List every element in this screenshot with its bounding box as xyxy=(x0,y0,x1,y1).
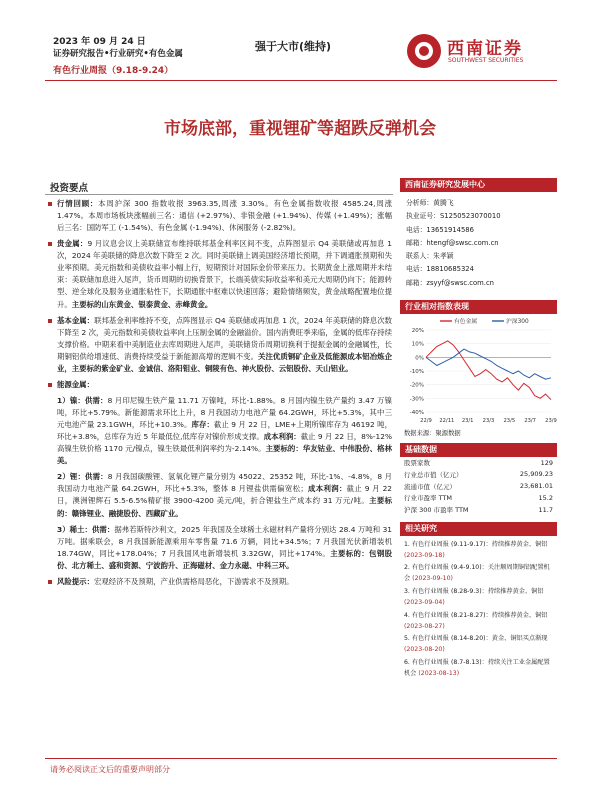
chart-svg xyxy=(400,314,557,426)
related-item[interactable] xyxy=(404,587,553,609)
footer-divider xyxy=(45,758,557,759)
market-value: 129 xyxy=(540,458,553,467)
related-title[interactable]: 3. 有色行业周报 (8.28-9.3)：持续推荐黄金、铜铝 xyxy=(404,588,544,596)
page-title: 市场底部，重视锂矿等超跌反弹机会 xyxy=(164,119,436,139)
related-date: (2023-08-27) xyxy=(404,622,445,630)
y-tick-label: -40% xyxy=(409,409,424,416)
legend-label: 有色金属 xyxy=(454,318,478,325)
paragraph-rare-earth: 3）稀土：供需：据弗若斯特沙利文，2025 年我国及全球稀土永磁材料产量将分别达 28.4 万吨和 31 万吨。据乘联会，8 月我国新能源乘用车零售量 71.6 万辆，同比+34.5%；7 月我国光伏新增装机 18.74GW，同比+178.04%；7 月我国风电新增装机 3.32GW，同比+174%。主要标的：包钢股份、北方稀土、盛和资源、宁波韵升、正海磁材、金力永磁、中科三环。 xyxy=(57,524,392,570)
series-line xyxy=(426,341,551,400)
market-value: 23,681.01 xyxy=(519,482,553,491)
related-title[interactable]: 5. 有色行业周报 (8.14-8.20)：黄金、铜铝买点渐现 xyxy=(404,635,548,643)
company-logo xyxy=(407,32,547,72)
related-date: (2023-09-10) xyxy=(412,575,453,583)
weekly-label: 有色行业周报（9.18-9.24） xyxy=(53,66,174,76)
related-section-header: 相关研究 xyxy=(400,522,557,536)
market-row xyxy=(400,469,557,481)
paragraph-precious-metals: 贵金属：9 月议息会议上美联储宣布维持联邦基金利率区间不变，点阵图显示 Q4 美联储或再加息 1 次，2024 年美联储的降息次数下降至 2 次。同时美联储上调美国经济增长预期，并下调通胀预期和失业率预期。美元指数和美债收益率小幅上行，短期预计对国际金价带来压力。长期黄金上涨周期并未结束：美联储加息进入尾声，货币周期的切换背景下，长端美债实际收益率和美元大周期仍向下；能源转型、逆全球化及服务业通胀粘性下，长期通胀中枢难以快速回落；避险情绪频发，黄金战略配置地位提升。主要标的山东黄金、银泰黄金、赤峰黄金。 xyxy=(48,238,392,310)
related-title[interactable]: 6. 有色行业周报 (8.7-8.13)：持续关注工业金属配置机会 xyxy=(404,659,550,677)
analyst-cert: 执业证号：S1250523070010 xyxy=(406,212,501,221)
series-line xyxy=(426,349,551,379)
paragraph-risk: 风险提示：宏观经济不及预期，产业供需格局恶化，下游需求不及预期。 xyxy=(48,576,392,588)
header-divider xyxy=(45,80,557,81)
market-label: 行业总市值（亿元） xyxy=(404,470,463,479)
related-date: (2023-09-04) xyxy=(404,598,445,606)
market-row xyxy=(400,457,557,469)
analyst-tel: 电话：13651914586 xyxy=(406,225,474,234)
related-title[interactable]: 4. 有色行业周报 (8.21-8.27)：持续推荐黄金、铜铝 xyxy=(404,611,548,619)
related-item[interactable] xyxy=(404,563,553,585)
related-item[interactable] xyxy=(404,611,553,633)
x-tick-label: 23/5 xyxy=(503,417,516,424)
analyst-name: 分析师：黄腾飞 xyxy=(406,199,454,207)
y-tick-label: -20% xyxy=(409,382,424,389)
related-title[interactable]: 2. 有色行业周报 (9.4-9.10)：关注顺周期铜铝配置机会 xyxy=(404,564,550,583)
research-center-header: 西南证券研究发展中心 xyxy=(400,178,557,192)
market-row xyxy=(400,504,557,516)
analyst-info xyxy=(400,192,557,294)
contact-tel: 电话：18810685324 xyxy=(406,265,474,274)
legend-label: 沪深300 xyxy=(506,318,529,325)
market-label: 股票家数 xyxy=(404,459,430,468)
analyst-email[interactable]: 邮箱：htengf@swsc.com.cn xyxy=(406,238,499,247)
y-tick-label: -30% xyxy=(409,396,424,403)
market-value: 25,909.23 xyxy=(519,470,553,479)
market-label: 沪深 300 市盈率 TTM xyxy=(404,506,469,515)
section-divider xyxy=(45,194,393,195)
x-tick-label: 23/3 xyxy=(482,417,495,424)
market-label: 行业市盈率 TTM xyxy=(404,494,453,503)
contact-email[interactable]: 邮箱：zsyyf@swsc.com.cn xyxy=(406,278,494,287)
y-tick-label: 10% xyxy=(411,341,424,348)
market-label: 流通市值（亿元） xyxy=(404,482,456,491)
related-date: (2023-08-20) xyxy=(404,646,445,654)
x-tick-label: 22/9 xyxy=(420,417,432,424)
logo-icon xyxy=(407,34,441,68)
x-tick-label: 22/11 xyxy=(439,417,455,424)
contact-name: 联系人：朱孝颖 xyxy=(406,252,454,260)
y-tick-label: 20% xyxy=(411,327,424,334)
sidebar xyxy=(400,178,557,682)
section-heading: 投资要点 xyxy=(50,183,89,194)
market-value: 15.2 xyxy=(538,493,553,502)
y-tick-label: -10% xyxy=(409,368,424,375)
logo-text: 西南证券 xyxy=(447,39,523,59)
x-tick-label: 23/1 xyxy=(461,417,474,424)
related-date: (2023-08-13) xyxy=(418,669,460,677)
related-item[interactable] xyxy=(404,634,553,656)
paragraph-market-review: 行情回顾：本周沪深 300 指数收报 3963.35,周涨 3.30%。有色金属指数收报 4585.24,周涨 1.47%。本周市场板块涨幅前三名：通信 (+2.97%)、非银金融 (+1.94%)、传媒 (+1.49%)；涨幅后三名：国防军工 (-1.54%)、有色金属 (-1.94%)、休闲服务 (-2.82%)。 xyxy=(48,198,392,234)
market-data-table xyxy=(400,457,557,516)
market-row xyxy=(400,492,557,504)
report-date: 2023 年 09 月 24 日 xyxy=(53,37,146,47)
market-row xyxy=(400,480,557,492)
relative-index-chart xyxy=(400,314,557,426)
x-tick-label: 23/9 xyxy=(545,417,557,424)
related-date: (2023-09-18) xyxy=(404,551,445,559)
related-title[interactable]: 1. 有色行业周报 (9.11-9.17)：持续推荐黄金、铜铝 xyxy=(404,540,548,548)
paragraph-lithium: 2）锂：供需：8 月我国碳酸锂、氢氧化锂产量分别为 45022、25352 吨，环比-1%、-4.8%，8 月我国动力电池产量 64.2GWH，环比+5.3%，整体 8 月锂盐供需偏宽松；成本利润：截止 9 月 22 日，澳洲锂辉石 5.5-6.5%精矿报 3900-4200 美元/吨，折合锂盐生产成本约 31 万元/吨。主要标的：赣锋锂业、融捷股份、西藏矿业。 xyxy=(57,472,392,518)
x-tick-label: 23/7 xyxy=(524,417,536,424)
market-section-header: 基础数据 xyxy=(400,443,557,457)
logo-subtext: SOUTHWEST SECURITIES xyxy=(448,57,524,64)
related-item[interactable] xyxy=(404,540,553,562)
paragraph-nickel: 1）镍：供需：8 月印尼镍生铁产量 11.71 万镍吨，环比-1.88%。8 月国内镍生铁产量约 3.47 万镍吨，环比+5.79%。新能源需求环比上升，8 月我国动力电池产量 64.2GWH，环比+5.3%，其中三元电池产量 23.1GWH，环比+10.3%。库存：截止 9 月 22 日，LME+上期所镍库存为 46192 吨，环比+3.8%，总库存为近 5 年最低位,低库存对镍价形成支撑。成本利润：截止 9 月 22 日，8%-12%高镍生铁价格 1170 元/镍点，镍生铁最低利润率约为-2.14%。主要标的：华友钴业、中伟股份、格林美。 xyxy=(57,395,392,466)
related-item[interactable] xyxy=(404,658,553,680)
report-header xyxy=(0,0,600,95)
paragraph-base-metals: 基本金属：联邦基金利率维持不变，点阵图显示 Q4 美联储或再加息 1 次，2024 年美联储的降息次数下降至 2 次，美元指数和美债收益率向上压制金属的金融溢价。国内消费旺季来临，金属的低库存持续支撑价格。中期来看中美制造业去库周期进入尾声，美联储货币周期切换利于提振金属的金融属性，长期铜铝供给增速低、消费持续受益于新能源高增的逻辑不变。关注优质铜矿企业及低能源成本铝冶炼企业，主要标的紫金矿业、金诚信、洛阳钼业、铜陵有色、神火股份、云铝股份、天山铝业。 xyxy=(48,315,392,375)
chart-source: 数据来源：聚源数据 xyxy=(404,429,461,437)
paragraph-energy-metals: 能源金属： xyxy=(48,379,392,391)
chart-section-header: 行业相对指数表现 xyxy=(400,300,557,314)
rating: 强于大市(维持) xyxy=(255,40,332,53)
footer-disclaimer: 请务必阅读正文后的重要声明部分 xyxy=(50,765,170,774)
market-value: 11.7 xyxy=(538,505,553,514)
report-type: 证券研究报告•行业研究•有色金属 xyxy=(53,49,183,59)
y-tick-label: 0% xyxy=(415,355,424,362)
main-body xyxy=(48,198,392,592)
related-research-list xyxy=(400,536,557,680)
